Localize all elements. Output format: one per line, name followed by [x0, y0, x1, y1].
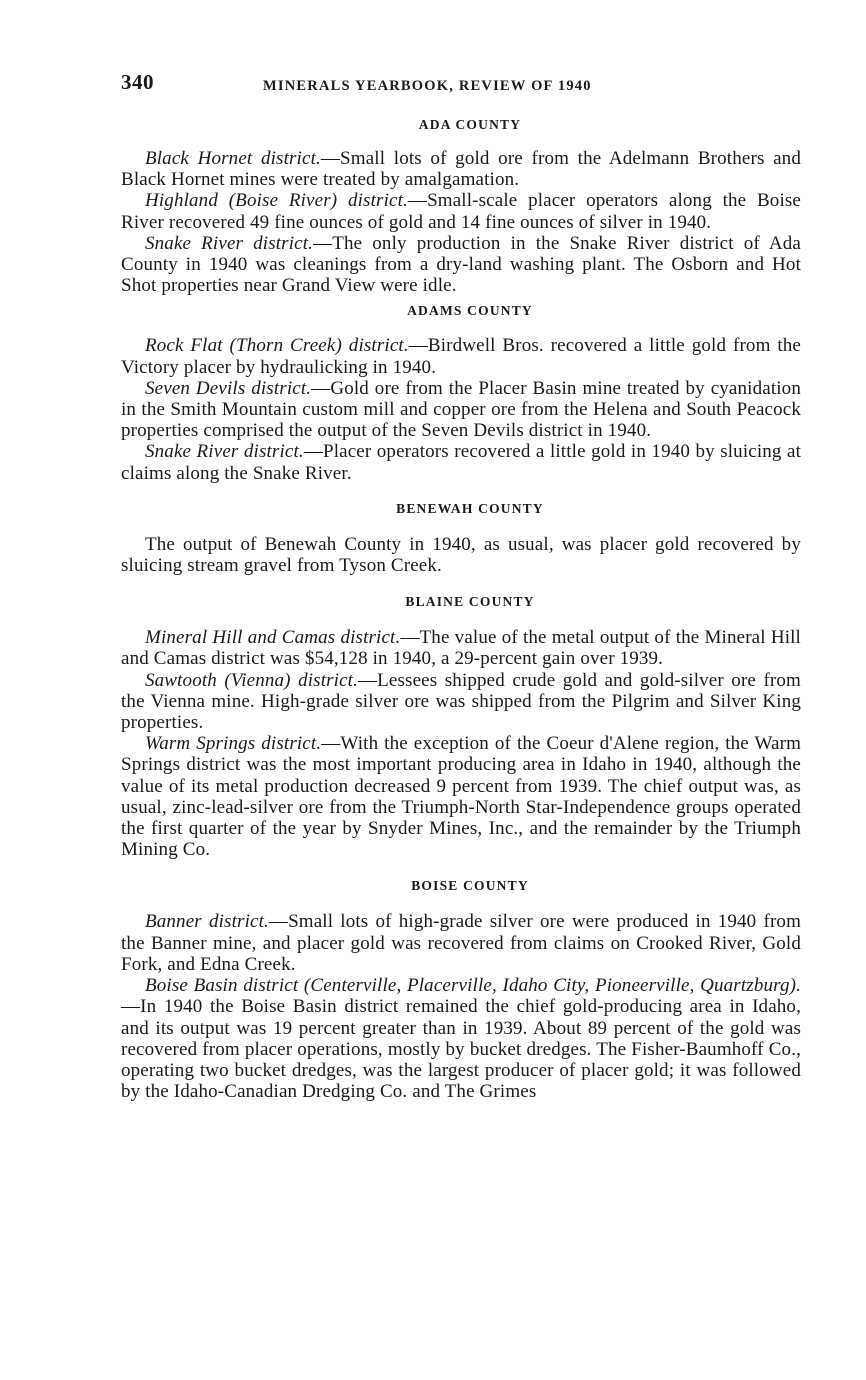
section-heading-blaine-county: BLAINE COUNTY — [405, 594, 535, 610]
document-page — [121, 70, 801, 1102]
running-head — [121, 70, 801, 100]
section-heading-ada-county: ADA COUNTY — [418, 117, 522, 132]
paragraph — [121, 534, 801, 576]
section-heading-benewah-county: BENEWAH COUNTY — [396, 500, 544, 516]
paragraph — [121, 733, 801, 860]
district-name: Mineral Hill and Camas district. — [145, 627, 401, 649]
paragraph-text: —With the exception of the Coeur d'Alene region, the Warm Springs district was the most important producing area in Idaho in 1940, although the value of its metal production decreased 9 percent from 1939. The chief output was, as usual, zinc-lead-silver ore from the Triumph-North Star-Independence groups operated the first quarter of the year by Snyder Mines, Inc., and the remainder by the Triumph Mining Co. — [121, 733, 802, 861]
district-name: Snake River district. — [145, 441, 304, 463]
paragraph — [121, 148, 801, 190]
district-name: Warm Springs district. — [145, 733, 322, 755]
paragraph-text: The output of Benewah County in 1940, as usual, was placer gold recovered by sluicing stream gravel from Tyson Creek. — [121, 533, 801, 577]
paragraph — [121, 911, 801, 975]
district-name: Highland (Boise River) district. — [145, 190, 408, 212]
district-name: Snake River district. — [145, 232, 314, 254]
district-name: Black Hornet district. — [145, 148, 321, 169]
paragraph — [121, 335, 801, 377]
section-heading-boise-county: BOISE COUNTY — [411, 878, 529, 894]
district-name: Boise Basin district (Centerville, Placerville, Idaho City, Pioneerville, Quartzburg). — [145, 975, 801, 997]
paragraph-text: —Gold ore from the Placer Basin mine treated by cyanidation in the Smith Mountain custom mill and copper ore from the Helena and South Peacock properties comprised the output of the Seven Devils district in 1940. — [121, 377, 801, 442]
paragraph-text: —Lessees shipped crude gold and gold-silver ore from the Vienna mine. High-grade silver ore was shipped from the Pilgrim and Silver King properties. — [121, 669, 801, 734]
paragraph-text: —Placer operators recovered a little gold in 1940 by sluicing at claims along the Snake River. — [121, 441, 801, 484]
paragraph — [121, 233, 801, 297]
paragraph-text: —Birdwell Bros. recovered a little gold from the Victory placer by hydraulicking in 1940. — [121, 335, 802, 378]
paragraph-text: —Small-scale placer operators along the Boise River recovered 49 fine ounces of gold and 14 fine ounces of silver in 1940. — [121, 190, 801, 233]
section-heading-adams-county: ADAMS COUNTY — [407, 303, 533, 319]
paragraph — [121, 670, 801, 734]
paragraph-text: —Small lots of high-grade silver ore were produced in 1940 from the Banner mine, and placer gold was recovered from claims on Crooked River, Gold Fork, and Edna Creek. — [121, 911, 802, 975]
running-title: MINERALS YEARBOOK, REVIEW OF 1940 — [263, 78, 592, 94]
page-number: 340 — [121, 70, 154, 94]
paragraph — [121, 190, 801, 232]
district-name: Banner district. — [145, 911, 269, 933]
paragraph-text: —In 1940 the Boise Basin district remained the chief gold-producing area in Idaho, and its output was 19 percent greater than in 1939. About 89 percent of the gold was recovered from placer operations, mostly by bucket dredges. The Fisher-Baumhoff Co., operating two bucket dredges, was the largest producer of placer gold; it was followed by the Idaho-Canadian Dredging Co. and The Grimes — [121, 996, 801, 1103]
district-name: Rock Flat (Thorn Creek) district. — [145, 335, 409, 357]
district-name: Sawtooth (Vienna) district. — [145, 669, 359, 691]
paragraph — [121, 441, 801, 483]
paragraph — [121, 627, 801, 669]
paragraph — [121, 975, 801, 1102]
paragraph-text: —The only production in the Snake River district of Ada County in 1940 was cleanings from a dry-land washing plant. The Osborn and Hot Shot properties near Grand View were idle. — [121, 232, 801, 297]
paragraph-text: —The value of the metal output of the Mineral Hill and Camas district was $54,128 in 1940, a 29-percent gain over 1939. — [121, 627, 801, 670]
paragraph — [121, 378, 801, 442]
paragraph-text: —Small lots of gold ore from the Adelmann Brothers and Black Hornet mines were treated by amalgamation. — [121, 148, 801, 191]
district-name: Seven Devils district. — [145, 377, 312, 399]
